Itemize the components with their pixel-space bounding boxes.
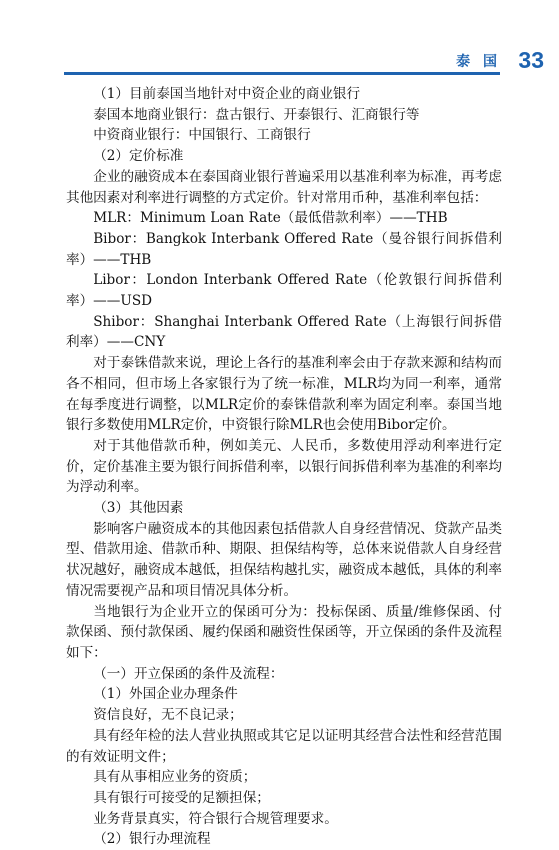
paragraph: （2）定价标准 (93, 148, 184, 165)
paragraph: （3）其他因素 (93, 500, 184, 517)
paragraph: 影响客户融资成本的其他因素包括借款人自身经营情况、贷款产品类型、借款用途、借款币种、期限、担保结构等，总体来说借款人自身经营状况越好，融资成本越低，担保结构越扎实，融资成本越低，具体的利率情况需要视产品和项目情况具体分析。 (66, 520, 502, 599)
paragraph: 对于泰铢借款来说，理论上各行的基准利率会由于存款来源和结构而各不相同，但市场上各家银行为了统一标准，MLR均为同一利率，通常在每季度进行调整，以MLR定价的泰铢借款利率为固定利率。泰国当地银行多数使用MLR定价，中资银行除MLR也会使用Bibor定价。 (66, 355, 502, 434)
paragraph: 企业的融资成本在泰国商业银行普遍采用以基准利率为标准，再考虑其他因素对利率进行调整的方式定价。针对常用币种，基准利率包括： (66, 168, 502, 206)
paragraph: 中资商业银行：中国银行、工商银行 (93, 127, 311, 144)
header-rule (64, 72, 500, 75)
paragraph: （1）外国企业办理条件 (93, 686, 238, 703)
paragraph: 泰国本地商业银行：盘古银行、开泰银行、汇商银行等 (93, 106, 420, 123)
paragraph: 当地银行为企业开立的保函可分为：投标保函、质量/维修保函、付款保函、预付款保函、履约保函和融资性保函等，开立保函的条件及流程如下： (66, 603, 502, 661)
running-header-country: 泰 国 (456, 54, 501, 70)
paragraph: MLR：Minimum Loan Rate（最低借款利率）——THB (93, 210, 448, 227)
paragraph: 资信良好，无不良记录； (93, 707, 243, 724)
paragraph: （1）目前泰国当地针对中资企业的商业银行 (93, 86, 361, 102)
paragraph: （2）银行办理流程 (93, 831, 211, 848)
paragraph: （一）开立保函的条件及流程： (93, 665, 284, 682)
paragraph: 具有银行可接受的足额担保； (93, 789, 270, 806)
paragraph: Libor：London Interbank Offered Rate（伦敦银行间拆借利率）——USD (66, 272, 502, 310)
paragraph: 具有从事相应业务的资质； (93, 769, 257, 786)
paragraph: 具有经年检的法人营业执照或其它足以证明其经营合法性和经营范围的有效证明文件； (66, 727, 502, 765)
paragraph: Shibor：Shanghai Interbank Offered Rate（上海银行间拆借利率）——CNY (66, 313, 502, 351)
page-header (0, 44, 559, 84)
paragraph: Bibor：Bangkok Interbank Offered Rate（曼谷银行间拆借利率）——THB (66, 230, 502, 268)
paragraph: 业务背景真实，符合银行合规管理要求。 (93, 810, 338, 827)
body-text (66, 84, 502, 850)
paragraph: 对于其他借款币种，例如美元、人民币，多数使用浮动利率进行定价，定价基准主要为银行间拆借利率，以银行间拆借利率为基准的利率均为浮动利率。 (66, 437, 502, 496)
page-number: 33 (518, 47, 544, 73)
